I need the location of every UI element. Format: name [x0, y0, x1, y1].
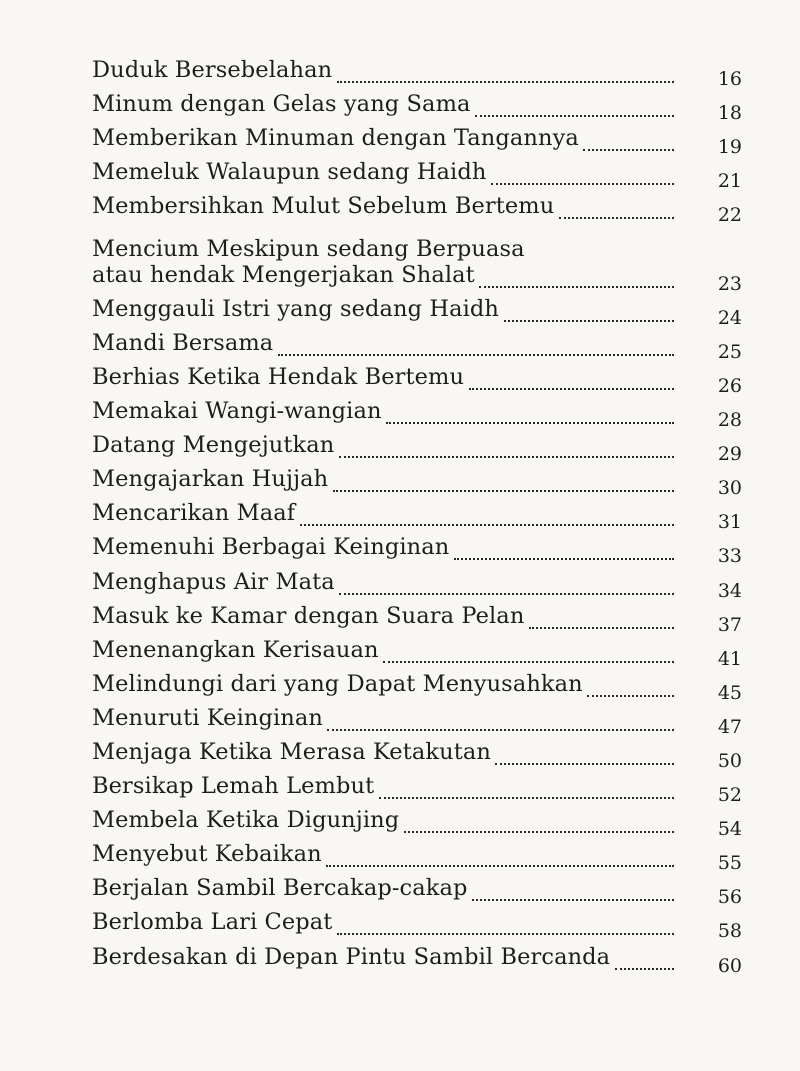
toc-entry-title: Masuk ke Kamar dengan Suara Pelan [92, 602, 525, 629]
toc-entry [92, 124, 742, 158]
toc-page-number: 21 [717, 170, 742, 193]
toc-entry [92, 465, 742, 499]
dot-leader [615, 966, 674, 970]
toc-entry [92, 158, 742, 192]
dot-leader [495, 761, 674, 765]
toc-entry [92, 226, 742, 294]
toc-entry [92, 431, 742, 465]
toc-entry-title: Berjalan Sambil Bercakap-cakap [92, 875, 468, 902]
toc-entry-title: Menggauli Istri yang sedang Haidh [92, 295, 500, 322]
dot-leader [454, 556, 674, 560]
toc-entry [92, 806, 742, 840]
dot-leader [491, 181, 674, 185]
dot-leader [327, 727, 674, 731]
toc-entry-title: Menyebut Kebaikan [92, 841, 322, 868]
dot-leader [472, 897, 674, 901]
dot-leader [278, 352, 674, 356]
toc-entry [92, 192, 742, 226]
toc-entry-title: Menjaga Ketika Merasa Ketakutan [92, 738, 491, 765]
toc-entry-title: Bersikap Lemah Lembut [92, 773, 375, 800]
toc-page-number: 18 [717, 102, 742, 125]
dot-leader [300, 522, 674, 526]
toc-page-number: 22 [717, 204, 742, 227]
toc-entry-title: Mengajarkan Hujjah [92, 466, 329, 493]
dot-leader [529, 625, 674, 629]
toc-entry [92, 704, 742, 738]
toc-entry-title: Mandi Bersama [92, 329, 274, 356]
toc-page-number: 33 [717, 545, 742, 568]
toc-page-number: 41 [717, 647, 742, 670]
toc-entry-title-line2: atau hendak Mengerjakan Shalat [92, 261, 475, 288]
toc-page-number: 47 [717, 715, 742, 738]
toc-page-number: 26 [717, 374, 742, 397]
toc-entry [92, 636, 742, 670]
toc-page-number: 23 [717, 272, 742, 295]
dot-leader [383, 659, 674, 663]
toc-entry-title: Berlomba Lari Cepat [92, 909, 333, 936]
toc-entry [92, 738, 742, 772]
toc-entry [92, 908, 742, 942]
dot-leader [379, 795, 674, 799]
dot-leader [386, 420, 674, 424]
toc-page-number: 30 [717, 477, 742, 500]
toc-entry-title [92, 236, 525, 288]
toc-page-number: 25 [717, 340, 742, 363]
toc-page-number: 29 [717, 443, 742, 466]
dot-leader [326, 863, 674, 867]
toc-entry-title: Minum dengan Gelas yang Sama [92, 91, 471, 118]
toc-entry [92, 942, 742, 976]
toc-page-number: 52 [717, 784, 742, 807]
toc-entry [92, 874, 742, 908]
dot-leader [333, 488, 674, 492]
toc-page-number: 58 [717, 920, 742, 943]
dot-leader [583, 147, 674, 151]
toc-entry [92, 397, 742, 431]
toc-entry-title: Membela Ketika Digunjing [92, 807, 400, 834]
toc-page-number: 45 [717, 681, 742, 704]
toc-page-number: 24 [717, 306, 742, 329]
toc-entry-title: Menenangkan Kerisauan [92, 636, 379, 663]
toc-entry [92, 363, 742, 397]
toc-entry-title: Memberikan Minuman dengan Tangannya [92, 125, 579, 152]
toc-entry [92, 840, 742, 874]
toc-page-number: 55 [717, 852, 742, 875]
toc-entry-title: Berdesakan di Depan Pintu Sambil Bercanda [92, 943, 611, 970]
toc-entry-title: Memenuhi Berbagai Keinginan [92, 534, 450, 561]
toc-entry-title-line1: Mencium Meskipun sedang Berpuasa [92, 235, 525, 262]
toc-page-number: 56 [717, 886, 742, 909]
dot-leader [339, 591, 674, 595]
toc-entry [92, 90, 742, 124]
toc-page-number: 31 [717, 511, 742, 534]
toc-entry [92, 772, 742, 806]
toc-entry-title: Datang Mengejutkan [92, 432, 335, 459]
toc-entry [92, 602, 742, 636]
dot-leader [559, 215, 674, 219]
toc-entry [92, 329, 742, 363]
toc-page-number: 16 [717, 68, 742, 91]
toc-entry-title: Menuruti Keinginan [92, 704, 323, 731]
toc-entry-title: Duduk Bersebelahan [92, 57, 333, 84]
toc-page-number: 37 [717, 613, 742, 636]
toc-entry [92, 499, 742, 533]
toc-entry [92, 533, 742, 567]
toc-page-number: 50 [717, 749, 742, 772]
dot-leader [475, 113, 674, 117]
toc-entry-title: Memeluk Walaupun sedang Haidh [92, 159, 487, 186]
toc-page-number: 54 [717, 818, 742, 841]
toc-entry-title: Memakai Wangi-wangian [92, 398, 382, 425]
dot-leader [404, 829, 674, 833]
toc-entry [92, 567, 742, 601]
toc-entry-title: Menghapus Air Mata [92, 568, 335, 595]
dot-leader [479, 284, 674, 288]
toc-page-number: 28 [717, 409, 742, 432]
toc-page-number: 60 [717, 954, 742, 977]
dot-leader [337, 931, 674, 935]
toc-entry-title: Mencarikan Maaf [92, 500, 296, 527]
toc-entry-title: Berhias Ketika Hendak Bertemu [92, 363, 465, 390]
dot-leader [469, 386, 674, 390]
toc-entry [92, 295, 742, 329]
toc-entry [92, 670, 742, 704]
dot-leader [339, 454, 674, 458]
dot-leader [587, 693, 674, 697]
dot-leader [337, 79, 674, 83]
table-of-contents [92, 56, 742, 977]
toc-entry-title: Melindungi dari yang Dapat Menyusahkan [92, 670, 583, 697]
toc-page-number: 19 [717, 136, 742, 159]
toc-entry [92, 56, 742, 90]
dot-leader [504, 318, 674, 322]
toc-page-number: 34 [717, 579, 742, 602]
toc-entry-title: Membersihkan Mulut Sebelum Bertemu [92, 193, 555, 220]
